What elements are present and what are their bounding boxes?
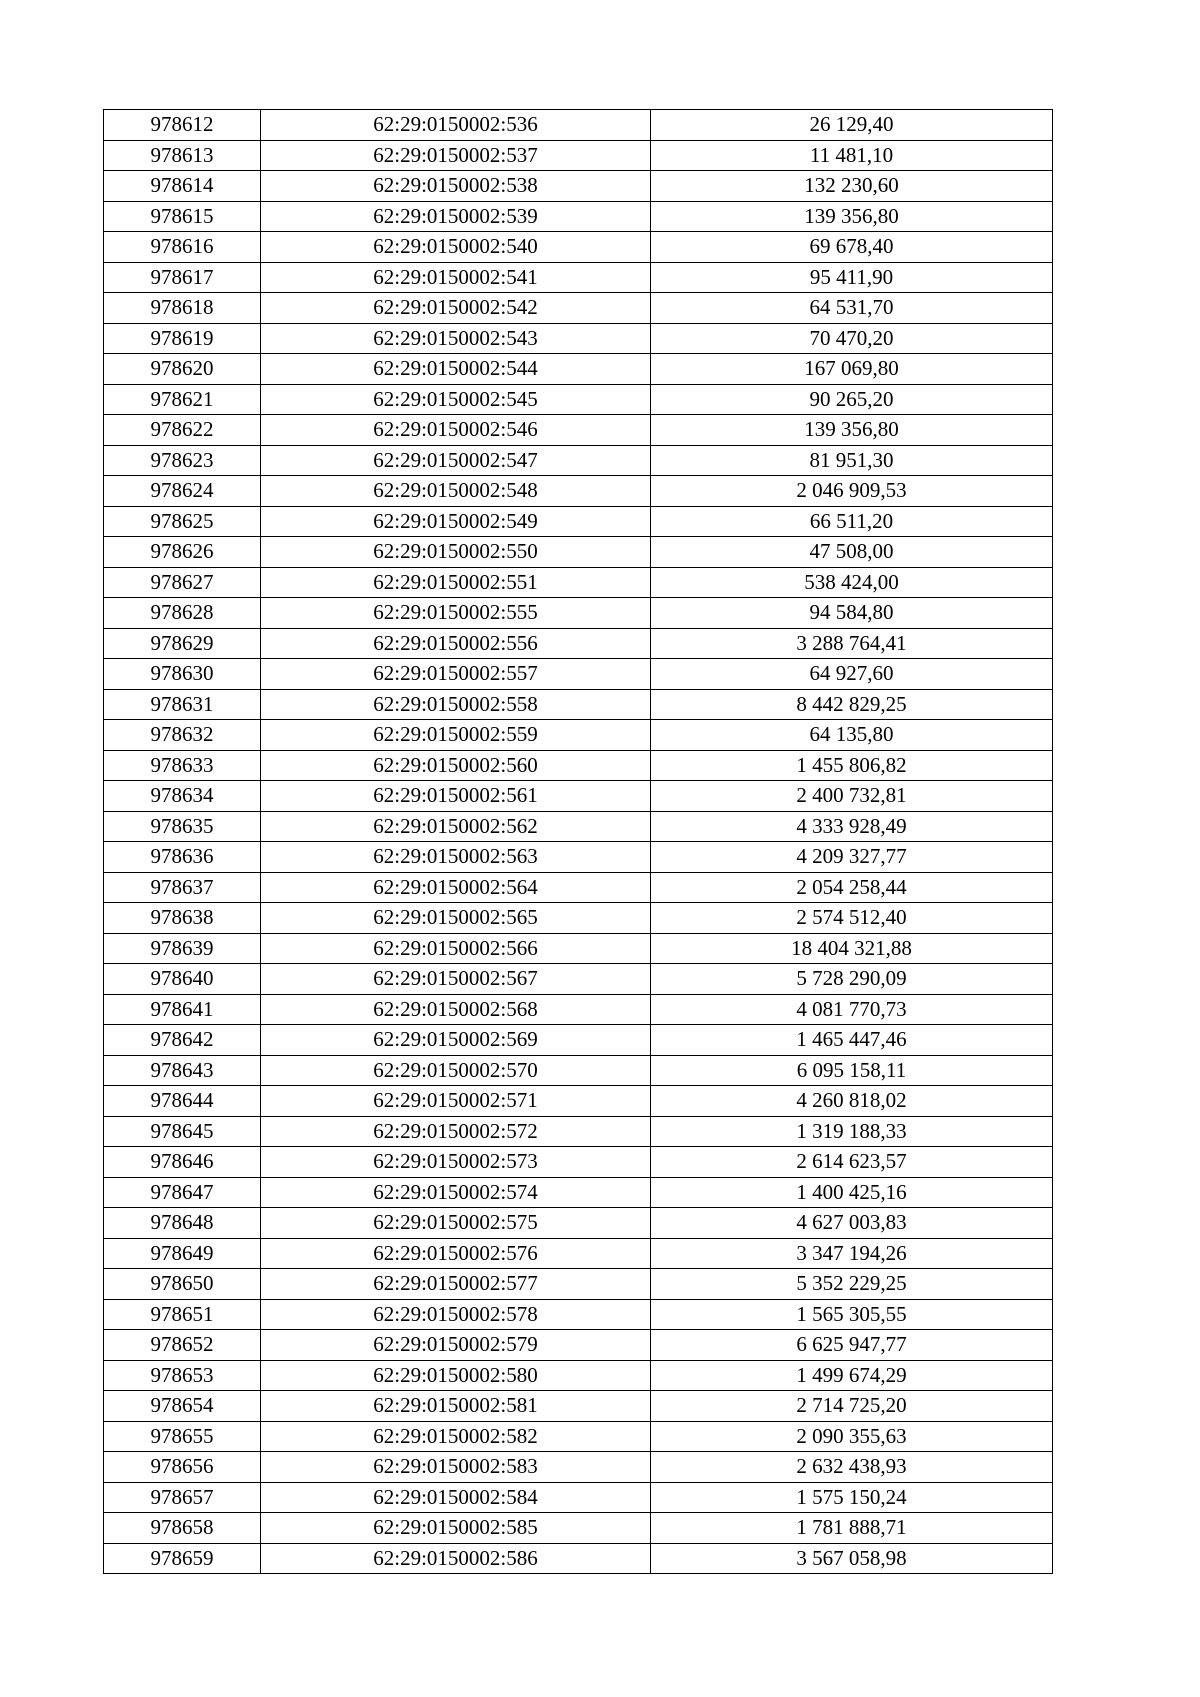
cadastral-number-cell: 62:29:0150002:558: [261, 689, 651, 720]
row-number-cell: 978653: [104, 1360, 261, 1391]
table-row: [104, 659, 1053, 690]
row-number-cell: 978612: [104, 110, 261, 141]
cadastral-value-cell: 3 288 764,41: [651, 628, 1053, 659]
cadastral-value-cell: 2 046 909,53: [651, 476, 1053, 507]
cadastral-number-cell: 62:29:0150002:578: [261, 1299, 651, 1330]
cadastral-value-cell: 4 333 928,49: [651, 811, 1053, 842]
table-row: [104, 1086, 1053, 1117]
cadastral-value-cell: 69 678,40: [651, 232, 1053, 263]
cadastral-value-cell: 47 508,00: [651, 537, 1053, 568]
cadastral-value-cell: 6 095 158,11: [651, 1055, 1053, 1086]
cadastral-number-cell: 62:29:0150002:568: [261, 994, 651, 1025]
cadastral-value-cell: 3 347 194,26: [651, 1238, 1053, 1269]
cadastral-number-cell: 62:29:0150002:566: [261, 933, 651, 964]
table-row: [104, 1330, 1053, 1361]
row-number-cell: 978635: [104, 811, 261, 842]
row-number-cell: 978628: [104, 598, 261, 629]
cadastral-number-cell: 62:29:0150002:562: [261, 811, 651, 842]
cadastral-value-cell: 4 209 327,77: [651, 842, 1053, 873]
table-row: [104, 1421, 1053, 1452]
cadastral-value-cell: 1 400 425,16: [651, 1177, 1053, 1208]
table-row: [104, 964, 1053, 995]
table-row: [104, 262, 1053, 293]
row-number-cell: 978623: [104, 445, 261, 476]
cadastral-value-cell: 94 584,80: [651, 598, 1053, 629]
cadastral-value-cell: 2 054 258,44: [651, 872, 1053, 903]
row-number-cell: 978650: [104, 1269, 261, 1300]
table-row: [104, 415, 1053, 446]
table-row: [104, 232, 1053, 263]
cadastral-number-cell: 62:29:0150002:549: [261, 506, 651, 537]
row-number-cell: 978634: [104, 781, 261, 812]
cadastral-number-cell: 62:29:0150002:575: [261, 1208, 651, 1239]
cadastral-number-cell: 62:29:0150002:550: [261, 537, 651, 568]
table-row: [104, 323, 1053, 354]
row-number-cell: 978654: [104, 1391, 261, 1422]
cadastral-number-cell: 62:29:0150002:536: [261, 110, 651, 141]
row-number-cell: 978616: [104, 232, 261, 263]
table-row: [104, 1147, 1053, 1178]
table-row: [104, 445, 1053, 476]
table-row: [104, 171, 1053, 202]
row-number-cell: 978658: [104, 1513, 261, 1544]
cadastral-value-cell: 132 230,60: [651, 171, 1053, 202]
cadastral-number-cell: 62:29:0150002:539: [261, 201, 651, 232]
cadastral-value-cell: 64 927,60: [651, 659, 1053, 690]
row-number-cell: 978655: [104, 1421, 261, 1452]
cadastral-number-cell: 62:29:0150002:564: [261, 872, 651, 903]
cadastral-number-cell: 62:29:0150002:584: [261, 1482, 651, 1513]
cadastral-number-cell: 62:29:0150002:567: [261, 964, 651, 995]
table-row: [104, 384, 1053, 415]
cadastral-value-cell: 2 614 623,57: [651, 1147, 1053, 1178]
table-row: [104, 1482, 1053, 1513]
table-row: [104, 689, 1053, 720]
cadastral-number-cell: 62:29:0150002:582: [261, 1421, 651, 1452]
cadastral-value-cell: 64 135,80: [651, 720, 1053, 751]
cadastral-value-cell: 70 470,20: [651, 323, 1053, 354]
cadastral-number-cell: 62:29:0150002:565: [261, 903, 651, 934]
table-row: [104, 1269, 1053, 1300]
cadastral-value-cell: 2 400 732,81: [651, 781, 1053, 812]
cadastral-number-cell: 62:29:0150002:569: [261, 1025, 651, 1056]
table-row: [104, 1360, 1053, 1391]
row-number-cell: 978638: [104, 903, 261, 934]
cadastral-number-cell: 62:29:0150002:537: [261, 140, 651, 171]
table-row: [104, 781, 1053, 812]
table-row: [104, 201, 1053, 232]
cadastral-value-cell: 2 090 355,63: [651, 1421, 1053, 1452]
cadastral-value-cell: 4 081 770,73: [651, 994, 1053, 1025]
cadastral-value-cell: 1 499 674,29: [651, 1360, 1053, 1391]
cadastral-value-cell: 81 951,30: [651, 445, 1053, 476]
table-row: [104, 872, 1053, 903]
table-row: [104, 506, 1053, 537]
row-number-cell: 978659: [104, 1543, 261, 1574]
table-row: [104, 567, 1053, 598]
table-row: [104, 354, 1053, 385]
cadastral-value-cell: 538 424,00: [651, 567, 1053, 598]
cadastral-value-cell: 1 455 806,82: [651, 750, 1053, 781]
table-row: [104, 811, 1053, 842]
row-number-cell: 978646: [104, 1147, 261, 1178]
cadastral-value-cell: 2 632 438,93: [651, 1452, 1053, 1483]
row-number-cell: 978657: [104, 1482, 261, 1513]
cadastral-value-cell: 2 714 725,20: [651, 1391, 1053, 1422]
cadastral-value-cell: 139 356,80: [651, 415, 1053, 446]
cadastral-value-table: [103, 109, 1053, 1574]
cadastral-number-cell: 62:29:0150002:586: [261, 1543, 651, 1574]
cadastral-value-cell: 1 319 188,33: [651, 1116, 1053, 1147]
row-number-cell: 978627: [104, 567, 261, 598]
row-number-cell: 978656: [104, 1452, 261, 1483]
cadastral-number-cell: 62:29:0150002:543: [261, 323, 651, 354]
cadastral-value-cell: 1 565 305,55: [651, 1299, 1053, 1330]
table-row: [104, 1391, 1053, 1422]
table-row: [104, 1025, 1053, 1056]
row-number-cell: 978648: [104, 1208, 261, 1239]
cadastral-value-cell: 4 260 818,02: [651, 1086, 1053, 1117]
table-row: [104, 994, 1053, 1025]
cadastral-number-cell: 62:29:0150002:571: [261, 1086, 651, 1117]
cadastral-number-cell: 62:29:0150002:570: [261, 1055, 651, 1086]
cadastral-number-cell: 62:29:0150002:576: [261, 1238, 651, 1269]
row-number-cell: 978622: [104, 415, 261, 446]
table-row: [104, 842, 1053, 873]
table-row: [104, 1299, 1053, 1330]
cadastral-number-cell: 62:29:0150002:577: [261, 1269, 651, 1300]
row-number-cell: 978651: [104, 1299, 261, 1330]
cadastral-number-cell: 62:29:0150002:544: [261, 354, 651, 385]
cadastral-number-cell: 62:29:0150002:557: [261, 659, 651, 690]
cadastral-value-cell: 64 531,70: [651, 293, 1053, 324]
table-row: [104, 140, 1053, 171]
cadastral-value-cell: 5 352 229,25: [651, 1269, 1053, 1300]
cadastral-number-cell: 62:29:0150002:561: [261, 781, 651, 812]
row-number-cell: 978629: [104, 628, 261, 659]
cadastral-value-cell: 3 567 058,98: [651, 1543, 1053, 1574]
cadastral-number-cell: 62:29:0150002:559: [261, 720, 651, 751]
row-number-cell: 978626: [104, 537, 261, 568]
table-row: [104, 1116, 1053, 1147]
row-number-cell: 978637: [104, 872, 261, 903]
row-number-cell: 978640: [104, 964, 261, 995]
cadastral-value-cell: 1 465 447,46: [651, 1025, 1053, 1056]
row-number-cell: 978633: [104, 750, 261, 781]
row-number-cell: 978647: [104, 1177, 261, 1208]
row-number-cell: 978642: [104, 1025, 261, 1056]
row-number-cell: 978625: [104, 506, 261, 537]
table-row: [104, 1543, 1053, 1574]
cadastral-number-cell: 62:29:0150002:551: [261, 567, 651, 598]
row-number-cell: 978615: [104, 201, 261, 232]
table-row: [104, 720, 1053, 751]
row-number-cell: 978617: [104, 262, 261, 293]
table-row: [104, 903, 1053, 934]
cadastral-value-cell: 167 069,80: [651, 354, 1053, 385]
row-number-cell: 978649: [104, 1238, 261, 1269]
row-number-cell: 978618: [104, 293, 261, 324]
cadastral-value-cell: 8 442 829,25: [651, 689, 1053, 720]
table-row: [104, 1238, 1053, 1269]
cadastral-number-cell: 62:29:0150002:547: [261, 445, 651, 476]
row-number-cell: 978624: [104, 476, 261, 507]
cadastral-number-cell: 62:29:0150002:574: [261, 1177, 651, 1208]
table-row: [104, 1208, 1053, 1239]
row-number-cell: 978643: [104, 1055, 261, 1086]
table-row: [104, 476, 1053, 507]
table-row: [104, 598, 1053, 629]
cadastral-value-cell: 66 511,20: [651, 506, 1053, 537]
cadastral-value-cell: 5 728 290,09: [651, 964, 1053, 995]
cadastral-number-cell: 62:29:0150002:548: [261, 476, 651, 507]
cadastral-value-cell: 139 356,80: [651, 201, 1053, 232]
cadastral-number-cell: 62:29:0150002:541: [261, 262, 651, 293]
cadastral-number-cell: 62:29:0150002:585: [261, 1513, 651, 1544]
table-row: [104, 933, 1053, 964]
cadastral-number-cell: 62:29:0150002:538: [261, 171, 651, 202]
row-number-cell: 978639: [104, 933, 261, 964]
cadastral-number-cell: 62:29:0150002:540: [261, 232, 651, 263]
cadastral-value-cell: 26 129,40: [651, 110, 1053, 141]
table-row: [104, 1177, 1053, 1208]
row-number-cell: 978631: [104, 689, 261, 720]
table-row: [104, 293, 1053, 324]
table-body: [104, 110, 1053, 1574]
row-number-cell: 978632: [104, 720, 261, 751]
cadastral-number-cell: 62:29:0150002:572: [261, 1116, 651, 1147]
cadastral-number-cell: 62:29:0150002:556: [261, 628, 651, 659]
table-row: [104, 750, 1053, 781]
cadastral-number-cell: 62:29:0150002:579: [261, 1330, 651, 1361]
cadastral-number-cell: 62:29:0150002:560: [261, 750, 651, 781]
table-row: [104, 1452, 1053, 1483]
cadastral-number-cell: 62:29:0150002:542: [261, 293, 651, 324]
table-row: [104, 110, 1053, 141]
row-number-cell: 978613: [104, 140, 261, 171]
cadastral-number-cell: 62:29:0150002:555: [261, 598, 651, 629]
cadastral-value-cell: 2 574 512,40: [651, 903, 1053, 934]
row-number-cell: 978645: [104, 1116, 261, 1147]
table-row: [104, 1055, 1053, 1086]
row-number-cell: 978636: [104, 842, 261, 873]
row-number-cell: 978614: [104, 171, 261, 202]
cadastral-number-cell: 62:29:0150002:581: [261, 1391, 651, 1422]
row-number-cell: 978630: [104, 659, 261, 690]
cadastral-number-cell: 62:29:0150002:546: [261, 415, 651, 446]
cadastral-number-cell: 62:29:0150002:573: [261, 1147, 651, 1178]
row-number-cell: 978641: [104, 994, 261, 1025]
row-number-cell: 978619: [104, 323, 261, 354]
cadastral-value-cell: 1 575 150,24: [651, 1482, 1053, 1513]
table-row: [104, 537, 1053, 568]
row-number-cell: 978652: [104, 1330, 261, 1361]
cadastral-number-cell: 62:29:0150002:583: [261, 1452, 651, 1483]
cadastral-value-cell: 11 481,10: [651, 140, 1053, 171]
cadastral-number-cell: 62:29:0150002:545: [261, 384, 651, 415]
row-number-cell: 978644: [104, 1086, 261, 1117]
cadastral-number-cell: 62:29:0150002:580: [261, 1360, 651, 1391]
row-number-cell: 978621: [104, 384, 261, 415]
cadastral-number-cell: 62:29:0150002:563: [261, 842, 651, 873]
cadastral-value-cell: 95 411,90: [651, 262, 1053, 293]
cadastral-value-cell: 1 781 888,71: [651, 1513, 1053, 1544]
row-number-cell: 978620: [104, 354, 261, 385]
table-row: [104, 628, 1053, 659]
cadastral-value-cell: 6 625 947,77: [651, 1330, 1053, 1361]
table-row: [104, 1513, 1053, 1544]
cadastral-value-cell: 90 265,20: [651, 384, 1053, 415]
cadastral-value-cell: 4 627 003,83: [651, 1208, 1053, 1239]
cadastral-value-cell: 18 404 321,88: [651, 933, 1053, 964]
